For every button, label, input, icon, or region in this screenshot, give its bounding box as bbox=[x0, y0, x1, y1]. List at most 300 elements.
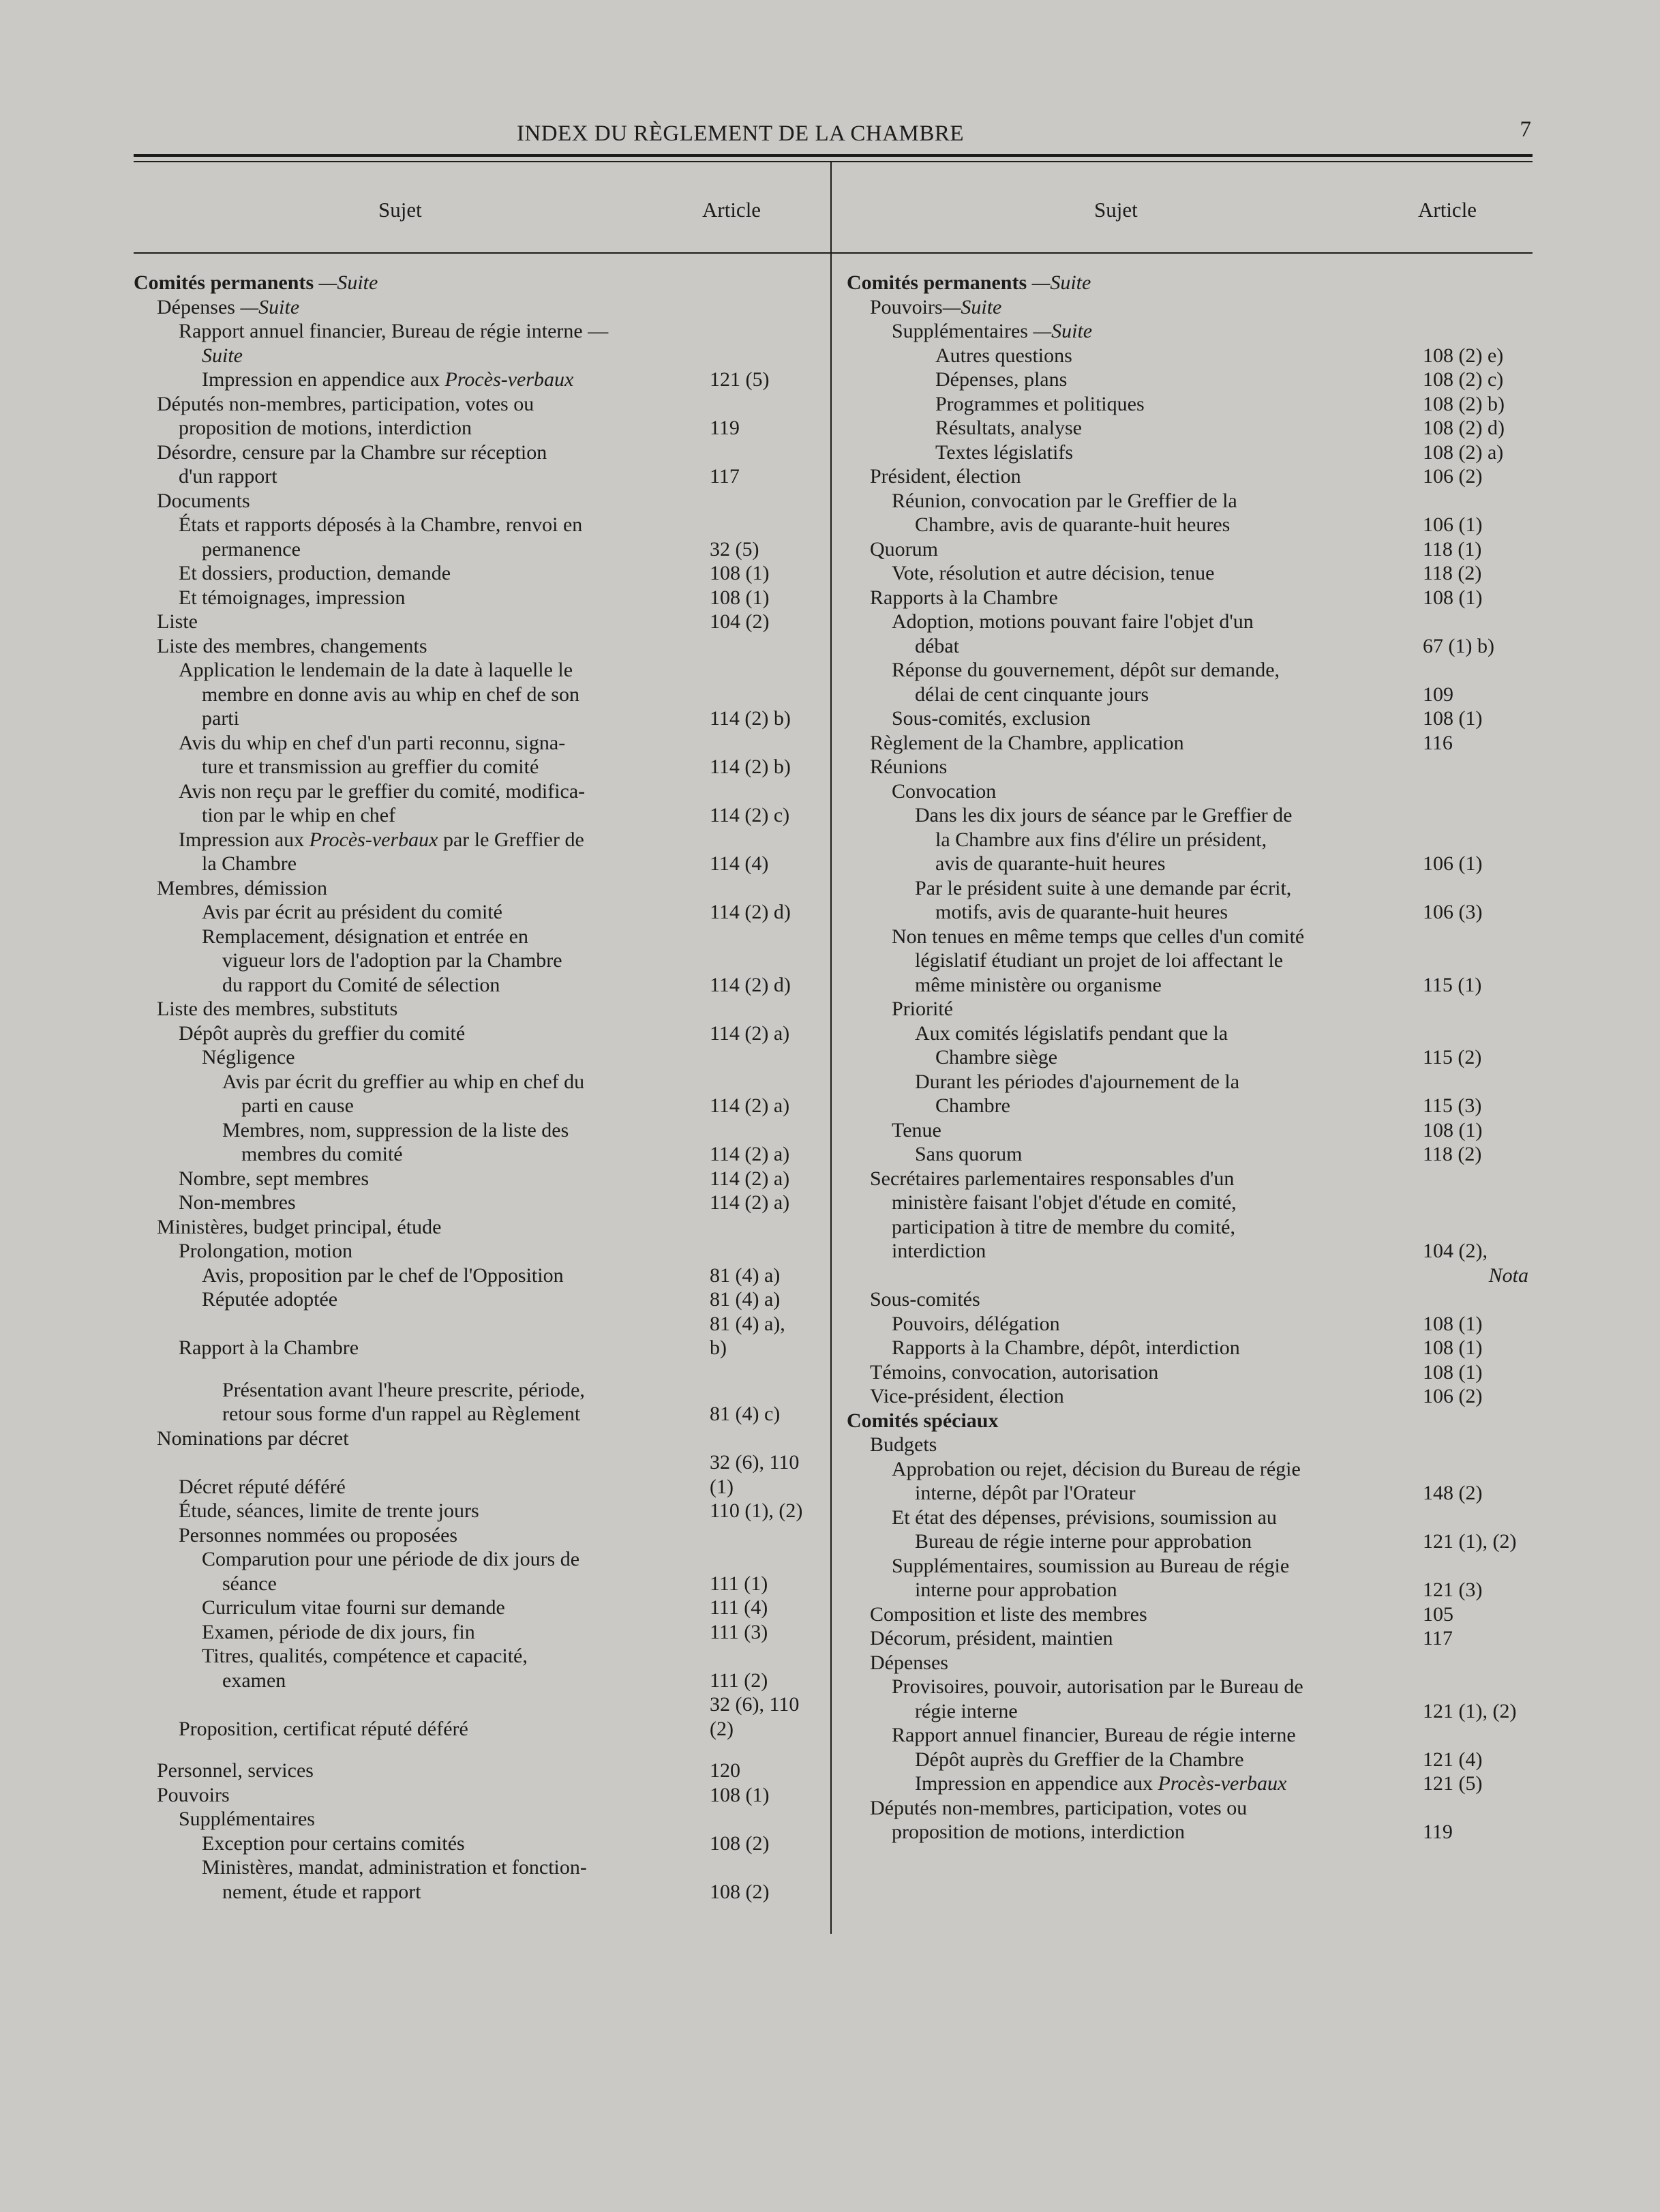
entry-article: 105 bbox=[1423, 1602, 1453, 1626]
entry-subject bbox=[202, 900, 695, 925]
entry-subject-italic: —Suite bbox=[314, 271, 378, 294]
entry-subject-text: Avis non reçu par le greffier du comité, modifica- bbox=[179, 779, 586, 803]
entry-subject bbox=[892, 610, 1408, 634]
entry-subject bbox=[179, 1021, 695, 1046]
entry-article: 108 (1) bbox=[1423, 707, 1483, 730]
page-header bbox=[134, 117, 1531, 151]
index-entry bbox=[847, 1215, 1528, 1240]
entry-subject bbox=[222, 948, 695, 973]
entry-subject bbox=[915, 1772, 1408, 1796]
entry-subject-text: Rapport à la Chambre bbox=[179, 1336, 359, 1359]
entry-subject bbox=[202, 755, 695, 779]
entry-subject bbox=[202, 683, 695, 707]
entry-subject-text: Députés non-membres, participation, votes ou bbox=[157, 392, 534, 415]
entry-subject-text: permanence bbox=[202, 537, 301, 561]
entry-subject bbox=[202, 1832, 695, 1856]
index-entry bbox=[847, 489, 1528, 513]
entry-article: 114 (2) d) bbox=[710, 901, 791, 923]
entry-subject-text: avis de quarante-huit heures bbox=[935, 852, 1166, 875]
entry-article: 81 (4) a) bbox=[710, 1264, 781, 1287]
entry-subject-text: nement, étude et rapport bbox=[222, 1880, 421, 1903]
entry-subject-text: Ministères, budget principal, étude bbox=[157, 1215, 442, 1238]
entry-article: 115 (3) bbox=[1423, 1094, 1482, 1117]
entry-article: 114 (4) bbox=[710, 852, 769, 875]
entry-subject-italic: —Suite bbox=[942, 295, 1002, 318]
entry-article: 108 (2) bbox=[710, 1832, 770, 1855]
entry-subject bbox=[892, 997, 1408, 1021]
entry-subject-text: Rapports à la Chambre bbox=[870, 586, 1058, 609]
entry-subject bbox=[892, 658, 1408, 683]
index-entry bbox=[847, 1675, 1528, 1699]
entry-subject-text: séance bbox=[222, 1572, 277, 1595]
entry-article: 115 (1) bbox=[1423, 973, 1482, 996]
entry-subject-text: Impression en appendice aux bbox=[202, 368, 445, 391]
index-entry bbox=[847, 1118, 1528, 1143]
entry-article: 111 (3) bbox=[710, 1620, 768, 1643]
entry-subject bbox=[222, 1880, 695, 1904]
entry-subject bbox=[915, 876, 1408, 901]
entry-subject bbox=[892, 319, 1408, 344]
entry-article: 106 (1) bbox=[1423, 513, 1483, 536]
entry-article: 121 (3) bbox=[1423, 1579, 1483, 1601]
entry-subject-text: Nombre, sept membres bbox=[179, 1167, 369, 1190]
entry-subject bbox=[935, 392, 1408, 417]
index-entry bbox=[134, 779, 815, 804]
entry-subject-text: Dans les dix jours de séance par le Greffier de bbox=[915, 804, 1293, 826]
entry-subject bbox=[134, 271, 695, 295]
entry-article: 148 (2) bbox=[1423, 1482, 1483, 1504]
entry-article: 108 (2) e) bbox=[1423, 344, 1504, 367]
entry-subject bbox=[935, 344, 1408, 368]
entry-article: 114 (2) a) bbox=[710, 1094, 790, 1117]
entry-subject-text: Réponse du gouvernement, dépôt sur demande, bbox=[892, 659, 1280, 681]
index-entry bbox=[134, 852, 815, 876]
entry-subject-text: proposition de motions, interdiction bbox=[179, 417, 472, 439]
entry-subject-text: Décorum, président, maintien bbox=[870, 1627, 1113, 1649]
entry-subject-text: Réputée adoptée bbox=[202, 1288, 338, 1311]
entry-subject-text: Non-membres bbox=[179, 1191, 296, 1214]
index-entry bbox=[847, 1626, 1528, 1651]
index-entry bbox=[847, 295, 1528, 320]
index-entry bbox=[134, 1855, 815, 1880]
entry-article: 108 (2) bbox=[710, 1880, 770, 1903]
entry-subject bbox=[179, 1523, 695, 1548]
entry-article: 108 (1) bbox=[1423, 1118, 1483, 1141]
entry-subject-text: Rapports à la Chambre, dépôt, interdiction bbox=[892, 1336, 1240, 1359]
index-entry bbox=[847, 1796, 1528, 1821]
entry-subject bbox=[892, 561, 1408, 586]
entry-subject bbox=[915, 1699, 1408, 1724]
entry-subject bbox=[870, 1651, 1408, 1675]
entry-subject-text: proposition de motions, interdiction bbox=[892, 1821, 1185, 1843]
entry-subject bbox=[915, 1578, 1408, 1602]
entry-subject bbox=[202, 1264, 695, 1288]
entry-subject bbox=[157, 489, 695, 513]
entry-article: 104 (2) bbox=[710, 610, 770, 633]
index-entry bbox=[134, 1572, 815, 1596]
entry-article: 106 (2) bbox=[1423, 1385, 1483, 1407]
index-entry bbox=[134, 1783, 815, 1808]
entry-article: 32 (6), 110 (2) bbox=[710, 1693, 800, 1740]
entry-article: 117 bbox=[1423, 1627, 1453, 1649]
entry-subject-text: Sous-comités bbox=[870, 1288, 980, 1311]
entry-subject-text: Secrétaires parlementaires responsables d'un bbox=[870, 1167, 1235, 1190]
entry-subject-text: Chambre siège bbox=[935, 1046, 1058, 1068]
right-index-column bbox=[847, 271, 1528, 1844]
entry-subject-text: interne, dépôt par l'Orateur bbox=[915, 1482, 1136, 1504]
entry-subject bbox=[222, 1070, 695, 1094]
entry-subject-text: Remplacement, désignation et entrée en bbox=[202, 925, 528, 948]
index-entry bbox=[847, 1651, 1528, 1675]
entry-subject-text: Dépenses bbox=[157, 295, 235, 318]
entry-subject-text: Vice-président, élection bbox=[870, 1385, 1064, 1407]
index-entry bbox=[134, 1021, 815, 1046]
index-entry bbox=[134, 319, 815, 344]
entry-article: 108 (1) bbox=[1423, 1360, 1483, 1384]
entry-article: 119 bbox=[710, 417, 740, 439]
entry-subject-text: Rapport annuel financier, Bureau de régie interne — bbox=[179, 320, 609, 342]
entry-subject bbox=[870, 1167, 1408, 1191]
index-entry bbox=[847, 271, 1528, 295]
entry-article: 114 (2) b) bbox=[710, 756, 791, 778]
entry-subject bbox=[179, 319, 695, 344]
entry-subject-text: États et rapports déposés à la Chambre, renvoi en bbox=[179, 513, 583, 536]
entry-subject-text: Prolongation, motion bbox=[179, 1240, 352, 1262]
entry-subject-text: retour sous forme d'un rappel au Règlement bbox=[222, 1403, 581, 1425]
entry-article: 32 (5) bbox=[710, 537, 759, 561]
index-entry bbox=[134, 1070, 815, 1094]
entry-subject-text: Priorité bbox=[892, 998, 953, 1020]
entry-subject bbox=[870, 1384, 1408, 1409]
entry-subject bbox=[870, 1287, 1408, 1312]
entry-article: 114 (2) a) bbox=[710, 1021, 790, 1045]
entry-subject-text: Avis par écrit du greffier au whip en chef du bbox=[222, 1070, 585, 1093]
entry-subject-text: ture et transmission au greffier du comité bbox=[202, 756, 539, 778]
entry-subject bbox=[179, 1717, 695, 1742]
entry-subject-text: Exception pour certains comités bbox=[202, 1832, 465, 1855]
index-entry bbox=[847, 731, 1528, 756]
index-entry bbox=[134, 683, 815, 707]
entry-subject bbox=[892, 1312, 1408, 1336]
index-entry bbox=[847, 876, 1528, 901]
index-entry bbox=[847, 803, 1528, 828]
entry-subject bbox=[892, 779, 1408, 804]
index-entry bbox=[847, 513, 1528, 537]
entry-subject bbox=[222, 1402, 695, 1426]
entry-subject-text: Supplémentaires, soumission au Bureau de régie bbox=[892, 1554, 1290, 1577]
index-entry bbox=[847, 392, 1528, 417]
entry-subject bbox=[892, 1239, 1408, 1264]
entry-subject bbox=[892, 1554, 1408, 1579]
index-entry bbox=[134, 1378, 815, 1403]
entry-subject bbox=[915, 803, 1408, 828]
entry-article: 121 (5) bbox=[710, 368, 770, 391]
index-entry bbox=[847, 1772, 1528, 1796]
entry-subject bbox=[241, 1142, 695, 1167]
index-entry bbox=[134, 271, 815, 295]
right-article-heading: Article bbox=[1418, 198, 1477, 222]
index-entry bbox=[134, 1215, 815, 1240]
entry-subject-text: Liste des membres, substituts bbox=[157, 998, 398, 1020]
entry-article: Nota bbox=[1488, 1264, 1528, 1287]
entry-subject bbox=[202, 706, 695, 731]
left-index-column bbox=[134, 271, 815, 1904]
index-entry bbox=[134, 803, 815, 828]
entry-subject-text: Pouvoirs bbox=[157, 1783, 230, 1806]
entry-article: 67 (1) b) bbox=[1423, 634, 1494, 657]
entry-subject-text: débat bbox=[915, 634, 959, 657]
entry-article: 110 (1), (2) bbox=[710, 1499, 803, 1522]
entry-subject-text: Négligence bbox=[202, 1046, 295, 1068]
index-entry bbox=[134, 1450, 815, 1499]
entry-subject bbox=[202, 368, 695, 392]
entry-article: 108 (2) c) bbox=[1423, 368, 1504, 391]
index-entry bbox=[847, 1554, 1528, 1579]
entry-subject-text: Comparution pour une période de dix jours de bbox=[202, 1548, 580, 1570]
entry-subject bbox=[892, 1336, 1408, 1360]
entry-article: 111 (4) bbox=[710, 1596, 768, 1619]
entry-subject bbox=[179, 779, 695, 804]
index-entry bbox=[134, 1523, 815, 1548]
entry-subject-text: tion par le whip en chef bbox=[202, 804, 396, 826]
entry-article: 119 bbox=[1423, 1821, 1453, 1843]
entry-subject bbox=[179, 561, 695, 586]
index-entry bbox=[134, 1669, 815, 1693]
index-entry bbox=[847, 537, 1528, 562]
entry-subject-text: Titres, qualités, compétence et capacité, bbox=[202, 1645, 528, 1667]
entry-subject bbox=[870, 755, 1408, 779]
index-entry bbox=[134, 1167, 815, 1191]
index-entry bbox=[134, 416, 815, 440]
entry-subject bbox=[202, 344, 695, 368]
index-entry bbox=[847, 1457, 1528, 1482]
index-entry bbox=[134, 634, 815, 659]
entry-article: 109 bbox=[1423, 683, 1453, 706]
entry-article: 118 (1) bbox=[1423, 537, 1482, 561]
entry-subject bbox=[892, 1215, 1408, 1240]
entry-subject-text: Impression aux bbox=[179, 828, 310, 851]
index-entry bbox=[847, 464, 1528, 489]
index-entry bbox=[847, 1748, 1528, 1772]
entry-subject-text: même ministère ou organisme bbox=[915, 973, 1162, 996]
index-entry bbox=[847, 1506, 1528, 1530]
index-entry bbox=[134, 1596, 815, 1620]
entry-subject bbox=[892, 489, 1408, 513]
entry-article: 114 (2) a) bbox=[710, 1191, 790, 1214]
entry-subject bbox=[870, 464, 1408, 489]
entry-subject bbox=[157, 1783, 695, 1808]
entry-subject bbox=[202, 1287, 695, 1312]
index-entry bbox=[847, 1578, 1528, 1602]
entry-article: 108 (2) b) bbox=[1423, 392, 1505, 415]
entry-subject-text: membre en donne avis au whip en chef de son bbox=[202, 683, 579, 706]
entry-subject bbox=[915, 634, 1408, 659]
index-entry bbox=[847, 1602, 1528, 1627]
entry-article: 121 (5) bbox=[1423, 1772, 1483, 1795]
top-rule-thick bbox=[134, 154, 1533, 157]
entry-subject-text: interne pour approbation bbox=[915, 1579, 1117, 1601]
index-entry bbox=[134, 1264, 815, 1288]
index-entry bbox=[134, 513, 815, 537]
index-entry bbox=[847, 1264, 1528, 1288]
entry-subject-italic: Procès-verbaux bbox=[444, 368, 574, 391]
index-entry bbox=[134, 1426, 815, 1451]
entry-subject bbox=[202, 1045, 695, 1070]
index-entry bbox=[847, 416, 1528, 440]
right-subject-heading: Sujet bbox=[1094, 198, 1138, 222]
index-entry bbox=[847, 925, 1528, 949]
index-entry bbox=[134, 706, 815, 731]
index-entry bbox=[847, 319, 1528, 344]
entry-subject bbox=[179, 586, 695, 610]
index-entry bbox=[134, 973, 815, 998]
entry-subject bbox=[179, 1239, 695, 1264]
running-title: INDEX DU RÈGLEMENT DE LA CHAMBRE bbox=[516, 121, 965, 146]
entry-article: 114 (2) b) bbox=[710, 707, 791, 730]
index-entry bbox=[847, 779, 1528, 804]
entry-subject bbox=[892, 1191, 1408, 1215]
index-entry bbox=[847, 1336, 1528, 1360]
index-entry bbox=[134, 1832, 815, 1856]
entry-subject bbox=[179, 1191, 695, 1215]
entry-subject bbox=[892, 1675, 1408, 1699]
index-entry bbox=[134, 1644, 815, 1669]
entry-subject-text: la Chambre bbox=[202, 852, 297, 875]
entry-subject bbox=[179, 1475, 695, 1499]
index-entry bbox=[134, 344, 815, 368]
entry-subject-text: Autres questions bbox=[935, 344, 1072, 367]
entry-subject bbox=[915, 683, 1408, 707]
entry-subject bbox=[892, 1118, 1408, 1143]
entry-subject-text: Liste des membres, changements bbox=[157, 634, 427, 657]
entry-subject bbox=[202, 1596, 695, 1620]
entry-subject-italic: Suite bbox=[202, 344, 243, 367]
entry-subject bbox=[157, 1759, 695, 1783]
entry-subject bbox=[847, 271, 1408, 295]
index-entry bbox=[847, 1239, 1528, 1264]
index-entry bbox=[847, 1287, 1528, 1312]
entry-subject bbox=[222, 973, 695, 998]
entry-subject-text: Composition et liste des membres bbox=[870, 1602, 1147, 1626]
entry-subject-text: Nominations par décret bbox=[157, 1426, 349, 1450]
entry-subject-text: Approbation ou rejet, décision du Bureau de régie bbox=[892, 1457, 1301, 1480]
entry-subject-text: Impression en appendice aux bbox=[915, 1772, 1158, 1795]
entry-subject bbox=[870, 1602, 1408, 1627]
entry-subject-text: Rapport annuel financier, Bureau de régie interne bbox=[892, 1724, 1296, 1746]
entry-subject-italic: —Suite bbox=[1027, 320, 1093, 342]
entry-subject-text: Dépôt auprès du greffier du comité bbox=[179, 1021, 466, 1045]
entry-article: 118 (2) bbox=[1423, 1143, 1482, 1165]
entry-article: 121 (4) bbox=[1423, 1748, 1483, 1771]
entry-article: 114 (2) c) bbox=[710, 804, 790, 826]
entry-subject-text: Président, élection bbox=[870, 465, 1021, 488]
index-entry bbox=[847, 561, 1528, 586]
entry-subject-text: Application le lendemain de la date à laquelle le bbox=[179, 659, 573, 681]
entry-subject bbox=[157, 997, 695, 1021]
entry-subject-text: Membres, démission bbox=[157, 876, 327, 899]
entry-subject bbox=[179, 416, 695, 440]
entry-subject-text: régie interne bbox=[915, 1699, 1018, 1722]
index-entry bbox=[847, 1142, 1528, 1167]
entry-subject-text: interdiction bbox=[892, 1240, 986, 1262]
entry-subject bbox=[241, 1094, 695, 1118]
index-entry bbox=[847, 828, 1528, 852]
index-entry bbox=[847, 1021, 1528, 1046]
entry-subject-text: participation à titre de membre du comité, bbox=[892, 1215, 1235, 1238]
entry-subject-text: du rapport du Comité de sélection bbox=[222, 973, 500, 996]
entry-subject bbox=[915, 1021, 1408, 1046]
entry-article: 114 (2) a) bbox=[710, 1143, 790, 1165]
entry-subject bbox=[179, 828, 695, 852]
entry-subject bbox=[935, 368, 1408, 392]
entry-subject bbox=[892, 1506, 1408, 1530]
entry-subject-text: délai de cent cinquante jours bbox=[915, 683, 1149, 706]
entry-subject-text: Personnes nommées ou proposées bbox=[179, 1523, 458, 1546]
index-entry bbox=[847, 634, 1528, 659]
entry-subject bbox=[915, 1529, 1408, 1554]
index-entry bbox=[847, 1481, 1528, 1506]
index-entry bbox=[134, 392, 815, 417]
entry-subject-text: Comités permanents bbox=[847, 271, 1027, 294]
index-entry bbox=[134, 561, 815, 586]
index-entry bbox=[847, 1384, 1528, 1409]
entry-article: 116 bbox=[1423, 731, 1453, 754]
entry-subject-text: parti bbox=[202, 707, 239, 730]
entry-subject bbox=[179, 1499, 695, 1523]
entry-subject-text: Provisoires, pouvoir, autorisation par le Bureau de bbox=[892, 1675, 1303, 1698]
entry-subject-text: Et dossiers, production, demande bbox=[179, 562, 451, 584]
index-entry bbox=[847, 1820, 1528, 1844]
entry-subject bbox=[157, 876, 695, 901]
entry-subject-text: Examen, période de dix jours, fin bbox=[202, 1620, 475, 1643]
index-entry bbox=[847, 1360, 1528, 1385]
index-entry bbox=[134, 1287, 815, 1312]
entry-subject bbox=[870, 1796, 1408, 1821]
index-entry bbox=[134, 586, 815, 610]
index-entry bbox=[847, 1045, 1528, 1070]
entry-article: 108 (2) d) bbox=[1423, 417, 1505, 439]
index-entry bbox=[847, 658, 1528, 683]
entry-subject bbox=[915, 1142, 1408, 1167]
entry-article: 81 (4) a) bbox=[710, 1288, 781, 1311]
index-entry bbox=[847, 610, 1528, 634]
index-entry bbox=[134, 440, 815, 465]
entry-subject-text: Programmes et politiques bbox=[935, 392, 1145, 415]
entry-subject-text: Durant les périodes d'ajournement de la bbox=[915, 1070, 1240, 1093]
entry-subject-text: Comités spéciaux bbox=[847, 1409, 999, 1432]
entry-subject-text: Témoins, convocation, autorisation bbox=[870, 1360, 1159, 1384]
entry-subject-text: Membres, nom, suppression de la liste des bbox=[222, 1118, 569, 1141]
index-entry bbox=[134, 1118, 815, 1143]
index-entry bbox=[847, 586, 1528, 610]
entry-subject-text: Avis, proposition par le chef de l'Opposition bbox=[202, 1264, 564, 1287]
entry-subject-text: Non tenues en même temps que celles d'un comité bbox=[892, 925, 1305, 948]
entry-subject-text: Résultats, analyse bbox=[935, 417, 1082, 439]
entry-subject bbox=[935, 416, 1408, 440]
entry-subject bbox=[870, 295, 1408, 320]
index-entry bbox=[134, 948, 815, 973]
entry-subject-text: la Chambre aux fins d'élire un président, bbox=[935, 828, 1267, 851]
entry-subject-text: Réunion, convocation par le Greffier de la bbox=[892, 489, 1237, 512]
entry-subject bbox=[157, 634, 695, 659]
index-entry bbox=[134, 1402, 815, 1426]
index-entry bbox=[847, 1094, 1528, 1118]
index-entry bbox=[847, 1409, 1528, 1433]
entry-article: 118 (2) bbox=[1423, 562, 1482, 584]
index-entry bbox=[134, 295, 815, 320]
index-entry bbox=[847, 997, 1528, 1021]
index-entry bbox=[134, 1191, 815, 1215]
